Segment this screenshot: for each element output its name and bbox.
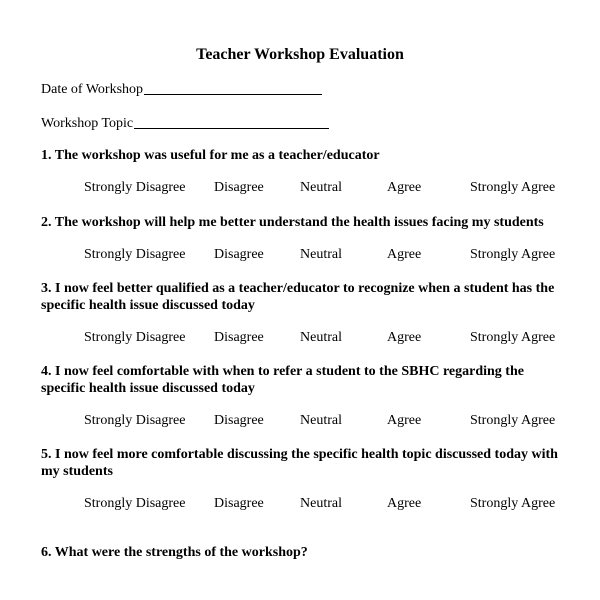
option-strongly-agree[interactable]: Strongly Agree — [470, 413, 556, 428]
rating-scale-3 — [0, 330, 600, 348]
option-strongly-disagree[interactable]: Strongly Disagree — [84, 247, 186, 262]
question-3: 3. I now feel better qualified as a teacher/educator to recognize when a student has the specific health issue discussed today — [41, 281, 555, 313]
option-agree[interactable]: Agree — [387, 413, 422, 428]
option-strongly-disagree[interactable]: Strongly Disagree — [84, 496, 186, 511]
option-agree[interactable]: Agree — [387, 180, 422, 195]
question-1: 1. The workshop was useful for me as a teacher/educator — [41, 148, 380, 163]
option-agree[interactable]: Agree — [387, 496, 422, 511]
question-2: 2. The workshop will help me better understand the health issues facing my students — [41, 215, 544, 230]
option-disagree[interactable]: Disagree — [214, 180, 264, 195]
option-strongly-disagree[interactable]: Strongly Disagree — [84, 413, 186, 428]
option-disagree[interactable]: Disagree — [214, 247, 264, 262]
option-neutral[interactable]: Neutral — [300, 330, 342, 345]
rating-scale-2 — [0, 247, 600, 265]
option-disagree[interactable]: Disagree — [214, 496, 264, 511]
option-agree[interactable]: Agree — [387, 330, 422, 345]
option-agree[interactable]: Agree — [387, 247, 422, 262]
page-title: Teacher Workshop Evaluation — [196, 46, 404, 63]
date-of-workshop-blank[interactable] — [144, 80, 322, 95]
option-strongly-agree[interactable]: Strongly Agree — [470, 330, 556, 345]
option-neutral[interactable]: Neutral — [300, 413, 342, 428]
rating-scale-4 — [0, 413, 600, 431]
workshop-topic-field — [41, 114, 329, 132]
option-strongly-agree[interactable]: Strongly Agree — [470, 247, 556, 262]
option-neutral[interactable]: Neutral — [300, 247, 342, 262]
option-neutral[interactable]: Neutral — [300, 496, 342, 511]
question-4: 4. I now feel comfortable with when to refer a student to the SBHC regarding the specific health issue discussed today — [41, 364, 524, 396]
date-of-workshop-label: Date of Workshop — [41, 82, 144, 97]
question-6: 6. What were the strengths of the workshop? — [41, 545, 308, 560]
workshop-topic-blank[interactable] — [134, 114, 329, 129]
question-5: 5. I now feel more comfortable discussing the specific health topic discussed today with my students — [41, 447, 558, 479]
option-strongly-agree[interactable]: Strongly Agree — [470, 180, 556, 195]
option-neutral[interactable]: Neutral — [300, 180, 342, 195]
date-of-workshop-field — [41, 80, 322, 98]
option-disagree[interactable]: Disagree — [214, 413, 264, 428]
option-strongly-disagree[interactable]: Strongly Disagree — [84, 330, 186, 345]
rating-scale-1 — [0, 180, 600, 198]
workshop-topic-label: Workshop Topic — [41, 116, 134, 131]
option-strongly-agree[interactable]: Strongly Agree — [470, 496, 556, 511]
option-strongly-disagree[interactable]: Strongly Disagree — [84, 180, 186, 195]
rating-scale-5 — [0, 496, 600, 514]
option-disagree[interactable]: Disagree — [214, 330, 264, 345]
